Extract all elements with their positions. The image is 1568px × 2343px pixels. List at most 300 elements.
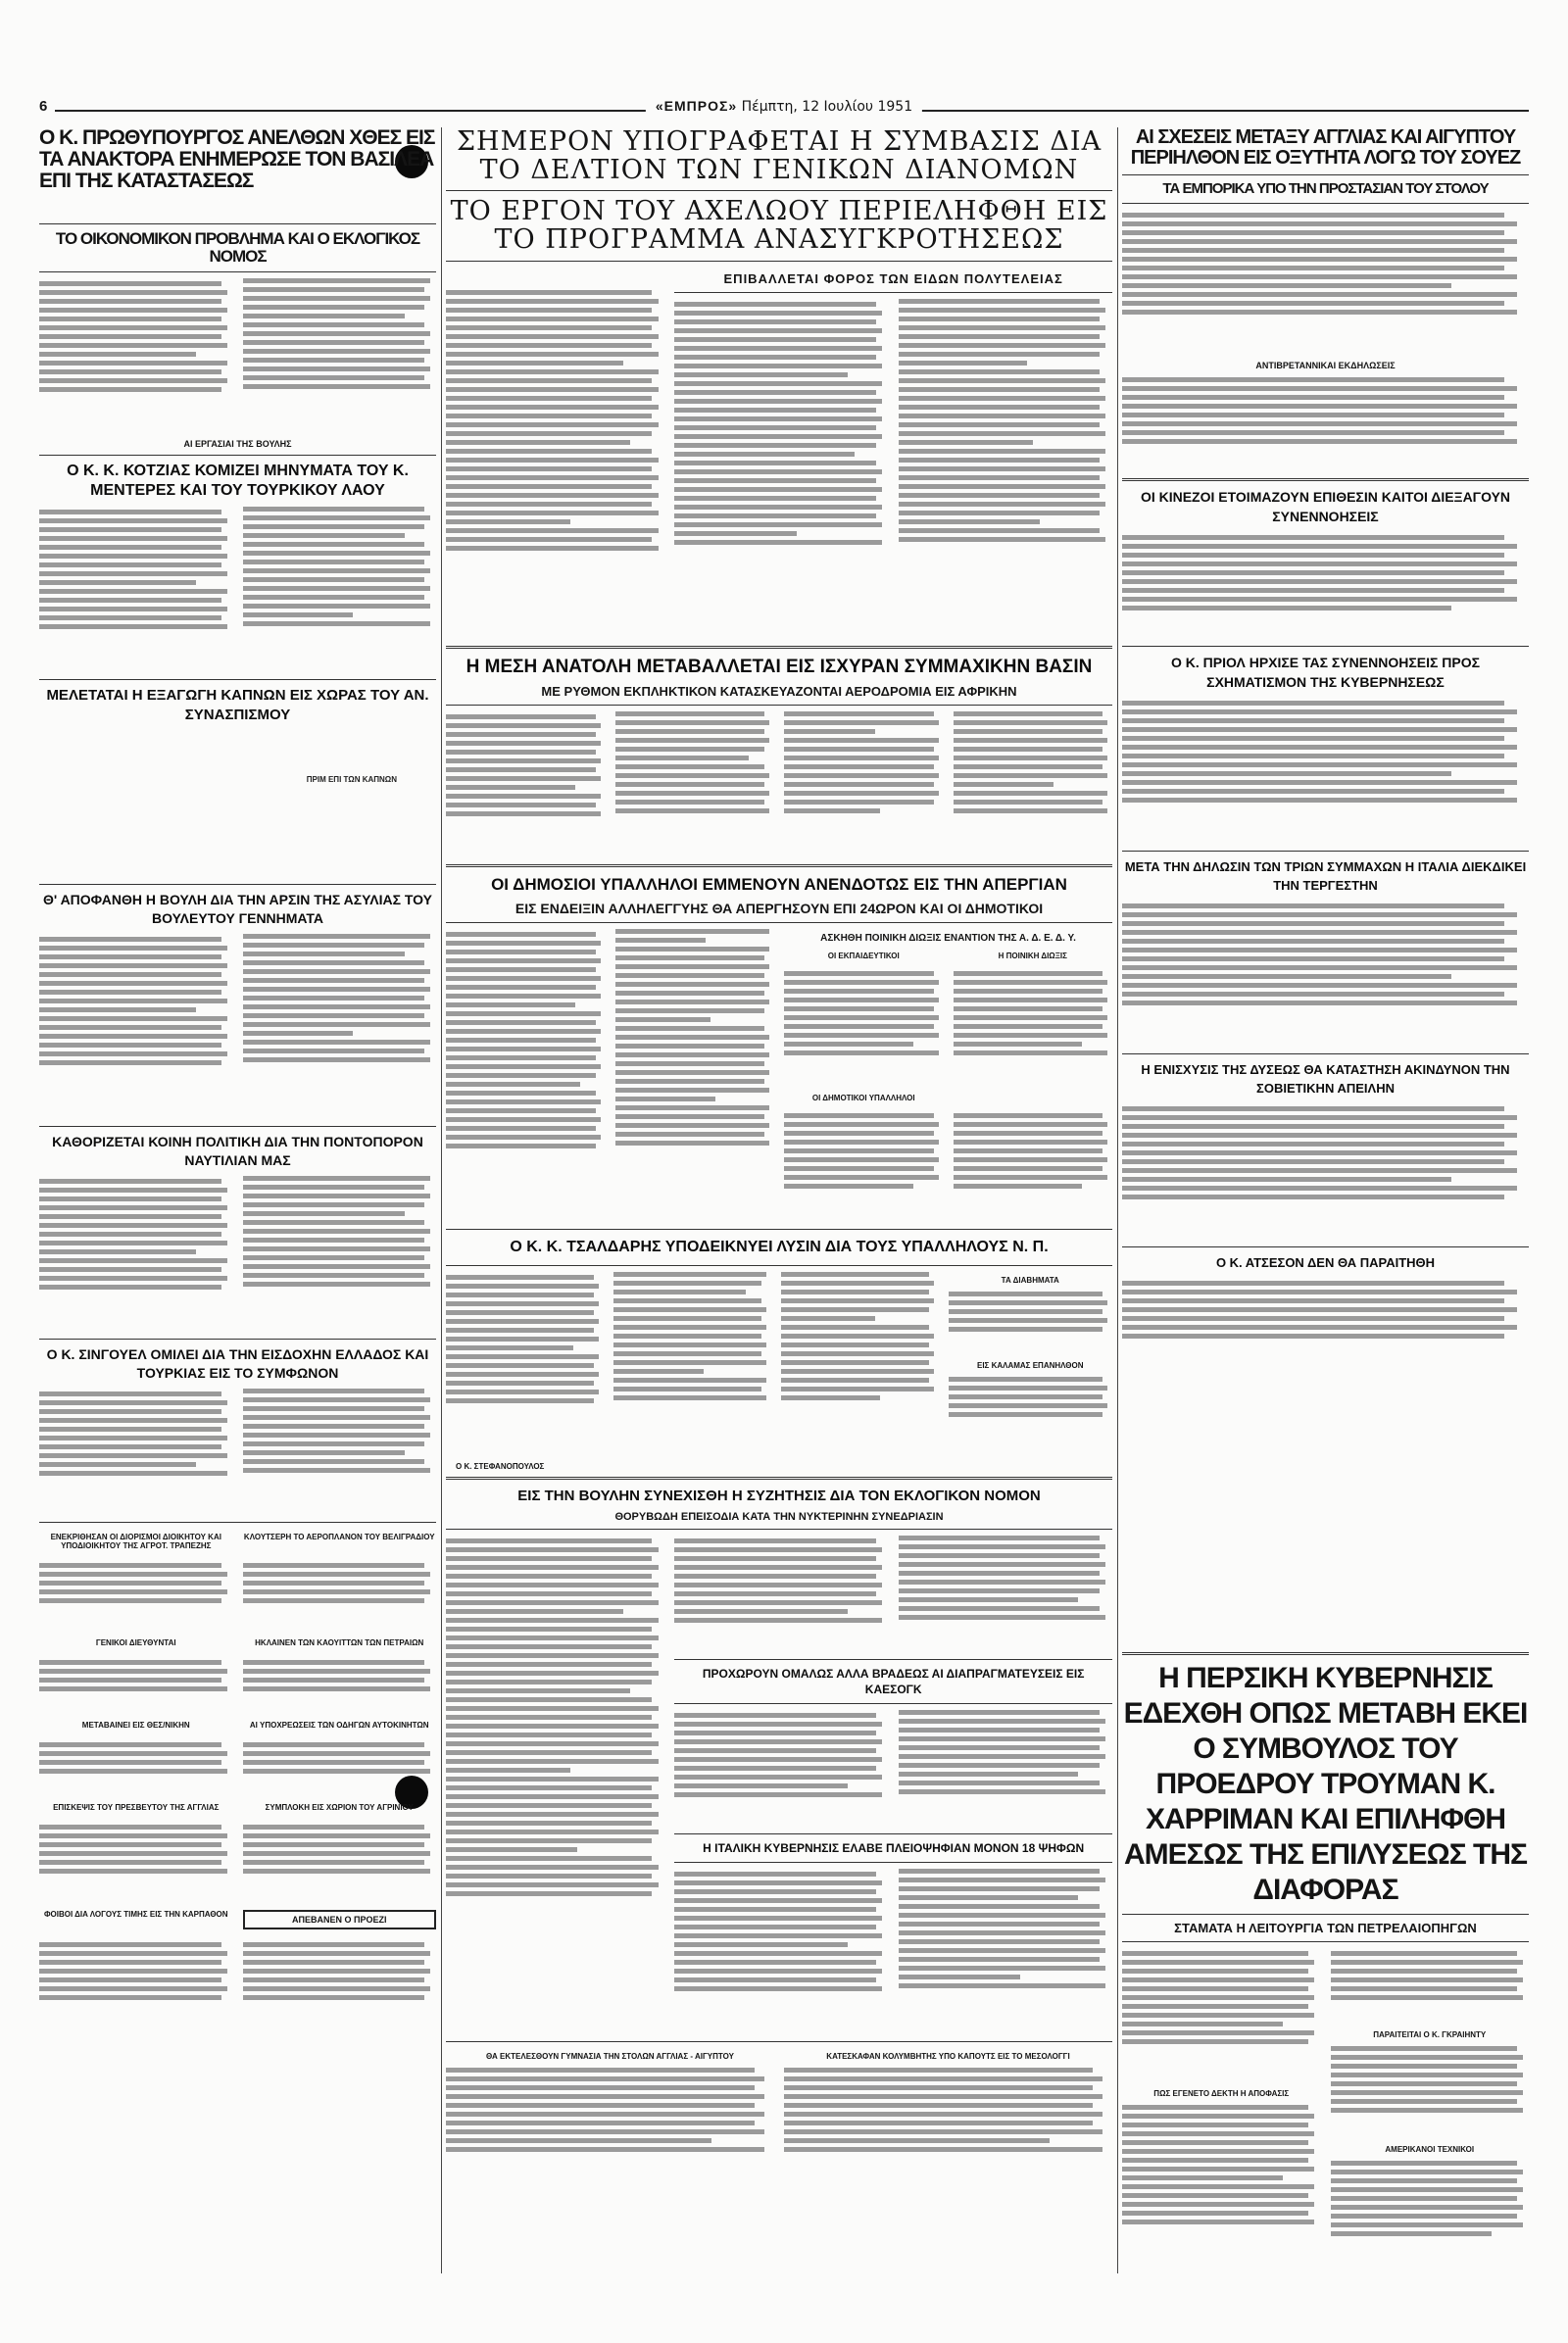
- text-line: [446, 1108, 596, 1113]
- text-line: [243, 1406, 425, 1411]
- text-line: [1122, 1298, 1504, 1303]
- text-line: [784, 1148, 934, 1153]
- text-line: [446, 1099, 601, 1104]
- text-line: [1331, 2108, 1523, 2113]
- text-line: [243, 1397, 431, 1402]
- text-line: [674, 1583, 882, 1587]
- text-line: [39, 1409, 221, 1414]
- text-line: [615, 791, 770, 796]
- text-line: [1122, 1106, 1504, 1111]
- text-line: [39, 1391, 221, 1396]
- text-line: [899, 1580, 1106, 1585]
- text-line: [446, 290, 652, 295]
- text-line: [899, 1763, 1100, 1768]
- text-line: [899, 1553, 1100, 1558]
- text-line: [446, 1319, 599, 1324]
- text-line: [781, 1395, 880, 1400]
- text-line: [899, 1781, 1100, 1785]
- brief-text: [243, 1657, 437, 1711]
- text-line: [613, 1334, 761, 1339]
- text-line: [674, 1951, 882, 1956]
- text-line: [446, 1328, 594, 1333]
- text-line: [1122, 1124, 1504, 1129]
- text-line: [446, 317, 659, 321]
- text-line: [899, 299, 1100, 304]
- brief-text: [243, 1822, 437, 1900]
- text-line: [1122, 727, 1517, 732]
- text-line: [784, 711, 934, 716]
- brief-text: [39, 1822, 233, 1900]
- text-line: [674, 1739, 882, 1744]
- text-line: [243, 1220, 425, 1225]
- brief-text: [39, 1560, 233, 1629]
- brief-text: [784, 1110, 944, 1218]
- brief-text: [243, 1739, 437, 1793]
- text-line: [243, 1202, 425, 1207]
- article-headline: ΜΕΛΕΤΑΤΑΙ Η ΕΞΑΓΩΓΗ ΚΑΠΝΩΝ ΕΙΣ ΧΩΡΑΣ ΤΟΥ ΑΝ. ΣΥΝΑΣΠΙΣΜΟΥ: [46, 686, 429, 723]
- column-left: [39, 127, 436, 2027]
- text-line: [949, 1300, 1107, 1305]
- text-line: [446, 484, 652, 489]
- text-line: [954, 989, 1103, 994]
- text-line: [615, 1052, 770, 1057]
- text-line: [1122, 386, 1517, 391]
- text-line: [954, 747, 1103, 752]
- text-line: [613, 1395, 766, 1400]
- text-line: [784, 1024, 934, 1029]
- persia-story: [1122, 1646, 1529, 2269]
- text-line: [1122, 1177, 1451, 1182]
- article-headline: ΟΙ ΔΗΜΟΣΙΟΙ ΥΠΑΛΛΗΛΟΙ ΕΜΜΕΝΟΥΝ ΑΝΕΝΔΟΤΩΣ ΕΙΣ ΤΗΝ ΑΠΕΡΓΙΑΝ: [491, 874, 1067, 894]
- text-line: [243, 1860, 425, 1865]
- text-line: [615, 938, 707, 943]
- text-line: [899, 1957, 1100, 1962]
- text-line: [1122, 2114, 1314, 2119]
- article-headline: Η ΙΤΑΛΙΚΗ ΚΥΒΕΡΝΗΣΙΣ ΕΛΑΒΕ ΠΛΕΙΟΨΗΦΙΑΝ ΜΟΝΟΝ 18 ΨΗΦΩΝ: [703, 1840, 1085, 1855]
- text-line: [899, 502, 1106, 507]
- text-line: [446, 1390, 599, 1394]
- masthead: [39, 98, 1529, 122]
- text-line: [446, 1680, 652, 1684]
- text-line: [1122, 413, 1504, 417]
- text-line: [674, 452, 854, 457]
- issue-date: Πέμπτη, 12 Ιουλίου 1951: [741, 99, 913, 115]
- text-line: [446, 741, 601, 746]
- text-line: [1122, 956, 1504, 961]
- text-line: [446, 1653, 659, 1658]
- text-line: [899, 1736, 1106, 1741]
- text-line: [243, 1678, 425, 1683]
- article-text: [1122, 374, 1529, 472]
- text-line: [674, 513, 875, 518]
- text-line: [39, 598, 221, 603]
- text-line: [1122, 377, 1504, 382]
- text-line: [954, 800, 1103, 805]
- text-line: [1122, 2167, 1314, 2172]
- text-line: [784, 1042, 913, 1047]
- text-line: [243, 1040, 431, 1045]
- text-line: [1122, 701, 1504, 706]
- text-line: [949, 1318, 1107, 1323]
- brief-text: [39, 1739, 233, 1793]
- text-line: [1331, 2073, 1523, 2077]
- text-line: [954, 791, 1108, 796]
- text-line: [1122, 553, 1504, 558]
- text-line: [899, 378, 1106, 383]
- text-line: [243, 960, 425, 965]
- text-line: [615, 929, 770, 934]
- text-line: [781, 1378, 929, 1383]
- article-text: [1122, 1948, 1321, 2085]
- text-line: [446, 1812, 659, 1817]
- text-line: [899, 1983, 1106, 1988]
- text-line: [446, 1803, 652, 1808]
- text-line: [954, 1050, 1108, 1055]
- banner-headline: Η ΠΕΡΣΙΚΗ ΚΥΒΕΡΝΗΣΙΣ ΕΔΕΧΘΗ ΟΠΩΣ ΜΕΤΑΒΗ ΕΚΕΙ Ο ΣΥΜΒΟΥΛΟΣ ΤΟΥ ΠΡΟΕΔΡΟΥ ΤΡΟΥΜΑΝ Κ. ΧΑΡΡΙΜΑΝ ΚΑΙ ΕΠΙΛΗΦΘΗ ΑΜΕΣΩΣ ΤΗΣ ΕΠΙΛΥΣΕΩΣ ΤΗΣ ΔΙΑΦΟΡΑΣ: [1123, 1662, 1528, 1906]
- text-line: [39, 281, 221, 286]
- text-line: [674, 319, 875, 324]
- brief-headline: ΣΥΜΠΛΟΚΗ ΕΙΣ ΧΩΡΙΟΝ ΤΟΥ ΑΓΡΙΝΙΟΥ: [265, 1802, 414, 1812]
- text-line: [954, 1131, 1103, 1136]
- article-headline: Ο Κ. ΣΙΝΓΟΥΕΛ ΟΜΙΛΕΙ ΔΙΑ ΤΗΝ ΕΙΣΔΟΧΗΝ ΕΛΛΑΔΟΣ ΚΑΙ ΤΟΥΡΚΙΑΣ ΕΙΣ ΤΟ ΣΥΜΦΩΝΟΝ: [46, 1345, 429, 1381]
- text-line: [954, 729, 1103, 734]
- text-line: [615, 729, 765, 734]
- text-line: [39, 1436, 227, 1440]
- text-line: [784, 1166, 934, 1171]
- article-text: [1122, 901, 1529, 1048]
- text-line: [674, 355, 875, 360]
- text-line: [784, 2068, 1093, 2073]
- text-line: [1122, 248, 1504, 253]
- text-line: [899, 1745, 1100, 1750]
- text-line: [784, 808, 880, 813]
- text-line: [243, 1833, 431, 1838]
- text-line: [1122, 2131, 1314, 2136]
- article-subhead: ΤΑ ΕΜΠΟΡΙΚΑ ΥΠΟ ΤΗΝ ΠΡΟΣΤΑΣΙΑΝ ΤΟΥ ΣΤΟΛΟΥ: [1162, 180, 1489, 197]
- brief-headline: ΑΙ ΥΠΟΧΡΕΩΣΕΙΣ ΤΩΝ ΟΔΗΓΩΝ ΑΥΤΟΚΙΝΗΤΩΝ: [249, 1720, 429, 1730]
- text-line: [613, 1281, 761, 1286]
- text-line: [446, 387, 659, 392]
- text-line: [899, 1588, 1100, 1593]
- text-line: [243, 1185, 425, 1190]
- text-line: [615, 1105, 770, 1110]
- text-line: [39, 334, 221, 339]
- text-line: [446, 1002, 575, 1007]
- text-line: [1122, 965, 1517, 970]
- text-line: [446, 1117, 601, 1122]
- text-line: [954, 980, 1108, 985]
- text-line: [1122, 992, 1504, 997]
- lead-headline: Ο Κ. ΠΡΩΘΥΠΟΥΡΓΟΣ ΑΝΕΛΘΩΝ ΧΘΕΣ ΕΙΣ ΤΑ ΑΝΑΚΤΟΡΑ ΕΝΗΜΕΡΩΣΕ ΤΟΝ ΒΑΣΙΛΕΑ ΕΠΙ ΤΗΣ ΚΑΤΑΣΤΑΣΕΩΣ: [39, 127, 435, 193]
- text-line: [1122, 570, 1504, 575]
- text-line: [1331, 2081, 1517, 2086]
- text-line: [1122, 421, 1517, 426]
- text-line: [784, 782, 934, 787]
- text-line: [949, 1386, 1107, 1391]
- text-line: [781, 1316, 875, 1321]
- text-line: [39, 1267, 221, 1272]
- text-line: [39, 510, 221, 514]
- text-line: [899, 475, 1100, 480]
- brief-headline: ΕΙΣ ΚΑΛΑΜΑΣ ΕΠΑΝΗΛΘΟΝ: [976, 1360, 1084, 1370]
- text-line: [39, 545, 221, 550]
- text-line: [615, 1000, 770, 1004]
- text-line: [39, 954, 221, 959]
- text-line: [39, 1951, 227, 1956]
- text-line: [446, 1301, 599, 1306]
- text-line: [1122, 1281, 1504, 1286]
- text-line: [1331, 2055, 1523, 2060]
- article-text: [1122, 2102, 1321, 2269]
- text-line: [674, 540, 882, 545]
- text-line: [1122, 754, 1504, 758]
- text-line: [899, 511, 1100, 515]
- text-line: [446, 1565, 659, 1570]
- article-text: [1122, 698, 1529, 845]
- text-line: [781, 1272, 929, 1277]
- article-text: [446, 1536, 664, 2026]
- text-line: [674, 1538, 875, 1543]
- text-line: [446, 767, 596, 772]
- text-line: [613, 1298, 761, 1303]
- text-line: [1122, 430, 1504, 435]
- text-line: [1331, 1995, 1523, 2000]
- text-line: [39, 299, 221, 304]
- text-line: [446, 519, 570, 524]
- text-line: [1122, 903, 1504, 908]
- text-line: [446, 431, 652, 436]
- text-line: [899, 1597, 1078, 1602]
- text-line: [615, 964, 770, 969]
- text-line: [899, 414, 1106, 418]
- article-text: [446, 1272, 939, 1458]
- article-headline: ΟΙ ΚΙΝΕΖΟΙ ΕΤΟΙΜΑΖΟΥΝ ΕΠΙΘΕΣΙΝ ΚΑΙΤΟΙ ΔΙΕΞΑΓΟΥΝ ΣΥΝΕΝΝΟΗΣΕΙΣ: [1140, 488, 1511, 524]
- text-line: [446, 1891, 652, 1896]
- text-line: [446, 334, 659, 339]
- article-text: [674, 299, 1112, 632]
- text-line: [674, 1977, 875, 1982]
- text-line: [39, 1760, 221, 1765]
- paper-name: «ΕΜΠΡΟΣ»: [655, 98, 738, 114]
- text-line: [446, 1073, 596, 1078]
- brief-text: [784, 968, 944, 1086]
- text-line: [613, 1325, 766, 1330]
- brief-news-grid: [39, 1529, 436, 2027]
- brief-headline: Ο Κ. ΣΤΕΦΑΝΟΠΟΥΛΟΣ: [456, 1461, 545, 1471]
- text-line: [446, 1759, 659, 1764]
- text-line: [1331, 2222, 1523, 2227]
- text-line: [784, 1006, 934, 1011]
- article-text: [39, 731, 436, 878]
- text-line: [446, 466, 652, 471]
- text-line: [446, 308, 652, 313]
- text-line: [446, 1821, 652, 1826]
- text-line: [899, 308, 1106, 313]
- brief-text: [446, 2065, 774, 2182]
- text-line: [446, 1706, 659, 1711]
- text-line: [243, 1022, 431, 1027]
- text-line: [899, 1878, 1106, 1882]
- text-line: [1331, 2170, 1523, 2174]
- text-line: [446, 967, 596, 972]
- text-line: [446, 985, 596, 990]
- text-line: [39, 1869, 227, 1874]
- section-subhead: ΑΙ ΕΡΓΑΣΙΑΙ ΤΗΣ ΒΟΥΛΗΣ: [183, 438, 292, 449]
- text-line: [674, 1600, 882, 1605]
- column-right: [1122, 127, 1529, 1366]
- text-line: [243, 375, 425, 380]
- text-line: [39, 387, 221, 392]
- text-line: [446, 1047, 601, 1051]
- text-line: [784, 2138, 1050, 2143]
- text-line: [39, 317, 221, 321]
- text-line: [954, 1175, 1108, 1180]
- brief-headline: ΕΝΕΚΡΙΘΗΣΑΝ ΟΙ ΔΙΟΡΙΣΜΟΙ ΔΙΟΙΚΗΤΟΥ ΚΑΙ ΥΠΟΔΙΟΙΚΗΤΟΥ ΤΗΣ ΑΓΡΟΤ. ΤΡΑΠΕΖΗΣ: [50, 1532, 221, 1550]
- text-line: [39, 946, 227, 951]
- article-headline: Θ' ΑΠΟΦΑΝΘΗ Η ΒΟΥΛΗ ΔΙΑ ΤΗΝ ΑΡΣΙΝ ΤΗΣ ΑΣΥΛΙΑΣ ΤΟΥ ΒΟΥΛΕΥΤΟΥ ΓΕΝΝΗΜΑΤΑ: [42, 891, 433, 926]
- text-line: [446, 1293, 594, 1297]
- text-line: [899, 1930, 1106, 1935]
- text-line: [1122, 535, 1504, 540]
- text-line: [243, 1563, 425, 1568]
- text-line: [674, 1942, 848, 1947]
- text-line: [1122, 780, 1517, 785]
- text-line: [784, 2129, 1102, 2134]
- text-line: [1122, 1325, 1517, 1330]
- text-line: [784, 747, 934, 752]
- text-line: [243, 1581, 425, 1586]
- text-line: [446, 1662, 652, 1667]
- text-line: [1122, 2140, 1308, 2145]
- text-line: [446, 2085, 755, 2090]
- text-line: [1122, 974, 1451, 979]
- article-headline: Ο Κ. ΑΤΣΕΣΟΝ ΔΕΝ ΘΑ ΠΑΡΑΙΤΗΘΗ: [1215, 1254, 1436, 1270]
- text-line: [1122, 292, 1517, 297]
- text-line: [1122, 606, 1451, 610]
- text-line: [446, 1618, 659, 1623]
- text-line: [1122, 1150, 1517, 1155]
- text-line: [446, 785, 575, 790]
- text-line: [1331, 2231, 1492, 2236]
- text-line: [1122, 1951, 1308, 1956]
- text-line: [674, 1960, 875, 1965]
- text-line: [615, 756, 750, 760]
- text-line: [613, 1369, 704, 1374]
- text-line: [1331, 2090, 1523, 2095]
- text-line: [446, 1020, 596, 1025]
- text-line: [1122, 404, 1517, 409]
- text-line: [243, 568, 431, 573]
- text-line: [1122, 221, 1517, 226]
- text-line: [39, 937, 221, 942]
- text-line: [899, 1789, 1106, 1794]
- article-text: [39, 1176, 436, 1333]
- lead-subhead: ΤΟ ΟΙΚΟΝΟΜΙΚΟΝ ΠΡΟΒΛΗΜΑ ΚΑΙ Ο ΕΚΛΟΓΙΚΟΣ ΝΟΜΟΣ: [55, 229, 420, 266]
- text-line: [1122, 1186, 1517, 1191]
- text-line: [446, 1591, 652, 1596]
- text-line: [243, 1450, 406, 1455]
- text-line: [243, 1389, 425, 1393]
- text-line: [39, 352, 196, 357]
- text-line: [446, 2121, 755, 2125]
- text-line: [899, 528, 1100, 533]
- text-line: [446, 369, 659, 374]
- text-line: [243, 1825, 425, 1830]
- text-line: [39, 536, 227, 541]
- text-line: [949, 1412, 1102, 1417]
- text-line: [39, 1223, 227, 1228]
- text-line: [899, 1772, 1078, 1777]
- text-line: [39, 589, 227, 594]
- text-line: [39, 1581, 221, 1586]
- text-line: [899, 458, 1100, 463]
- text-line: [674, 1556, 875, 1561]
- text-line: [446, 1398, 594, 1403]
- text-line: [446, 511, 659, 515]
- text-line: [446, 1337, 599, 1342]
- text-line: [1331, 2205, 1523, 2210]
- text-line: [1122, 1316, 1504, 1321]
- text-line: [899, 1904, 1100, 1909]
- article-text: [1122, 1103, 1529, 1241]
- text-line: [1122, 579, 1517, 584]
- text-line: [615, 1079, 765, 1084]
- text-line: [1122, 983, 1517, 988]
- text-line: [899, 1562, 1106, 1567]
- text-line: [243, 358, 425, 363]
- text-line: [446, 1733, 652, 1737]
- text-line: [781, 1307, 929, 1312]
- text-line: [615, 1008, 765, 1013]
- text-line: [446, 1741, 659, 1746]
- text-line: [899, 1948, 1106, 1953]
- text-line: [615, 1088, 770, 1093]
- text-line: [243, 1572, 431, 1577]
- text-line: [243, 987, 431, 992]
- article-headline: ΑΙ ΣΧΕΣΕΙΣ ΜΕΤΑΞΥ ΑΓΓΛΙΑΣ ΚΑΙ ΑΙΓΥΠΤΟΥ ΠΕΡΙΗΛΘΟΝ ΕΙΣ ΟΞΥΤΗΤΑ ΛΟΓΩ ΤΟΥ ΣΟΥΕΖ: [1130, 126, 1521, 169]
- text-line: [446, 1724, 659, 1729]
- text-line: [243, 524, 425, 529]
- brief-headline: ΜΕΤΑΒΑΙΝΕΙ ΕΙΣ ΘΕΣ/ΝΙΚΗΝ: [81, 1720, 190, 1730]
- brief-text: [949, 1374, 1113, 1433]
- brief-headline: ΤΑ ΔΙΑΒΗΜΑΤΑ: [1001, 1275, 1059, 1285]
- text-line: [674, 1792, 882, 1797]
- text-line: [446, 2112, 764, 2117]
- text-line: [243, 1751, 431, 1756]
- text-line: [39, 527, 221, 532]
- text-line: [784, 2094, 1102, 2099]
- text-line: [1122, 2175, 1283, 2180]
- text-line: [1122, 588, 1504, 593]
- text-line: [899, 466, 1106, 471]
- text-line: [39, 963, 227, 968]
- text-line: [674, 522, 882, 527]
- text-line: [784, 1140, 939, 1145]
- text-line: [243, 1441, 425, 1446]
- text-line: [446, 1064, 601, 1069]
- text-line: [1331, 1960, 1523, 1965]
- text-line: [954, 1015, 1108, 1020]
- text-line: [1122, 1960, 1314, 1965]
- text-line: [1122, 561, 1517, 566]
- text-line: [674, 1731, 875, 1735]
- text-line: [954, 773, 1108, 778]
- text-line: [899, 361, 1027, 366]
- text-line: [243, 1238, 425, 1243]
- section-subhead: ΑΣΚΗΘΗ ΠΟΙΝΙΚΗ ΔΙΩΞΙΣ ΕΝΑΝΤΙΟΝ ΤΗΣ Α. Δ. Ε. Δ. Υ.: [820, 932, 1076, 944]
- text-line: [243, 305, 425, 310]
- section-subhead: ΕΠΙΒΑΛΛΕΤΑΙ ΦΟΡΟΣ ΤΩΝ ΕΙΔΩΝ ΠΟΛΥΤΕΛΕΙΑΣ: [723, 270, 1063, 286]
